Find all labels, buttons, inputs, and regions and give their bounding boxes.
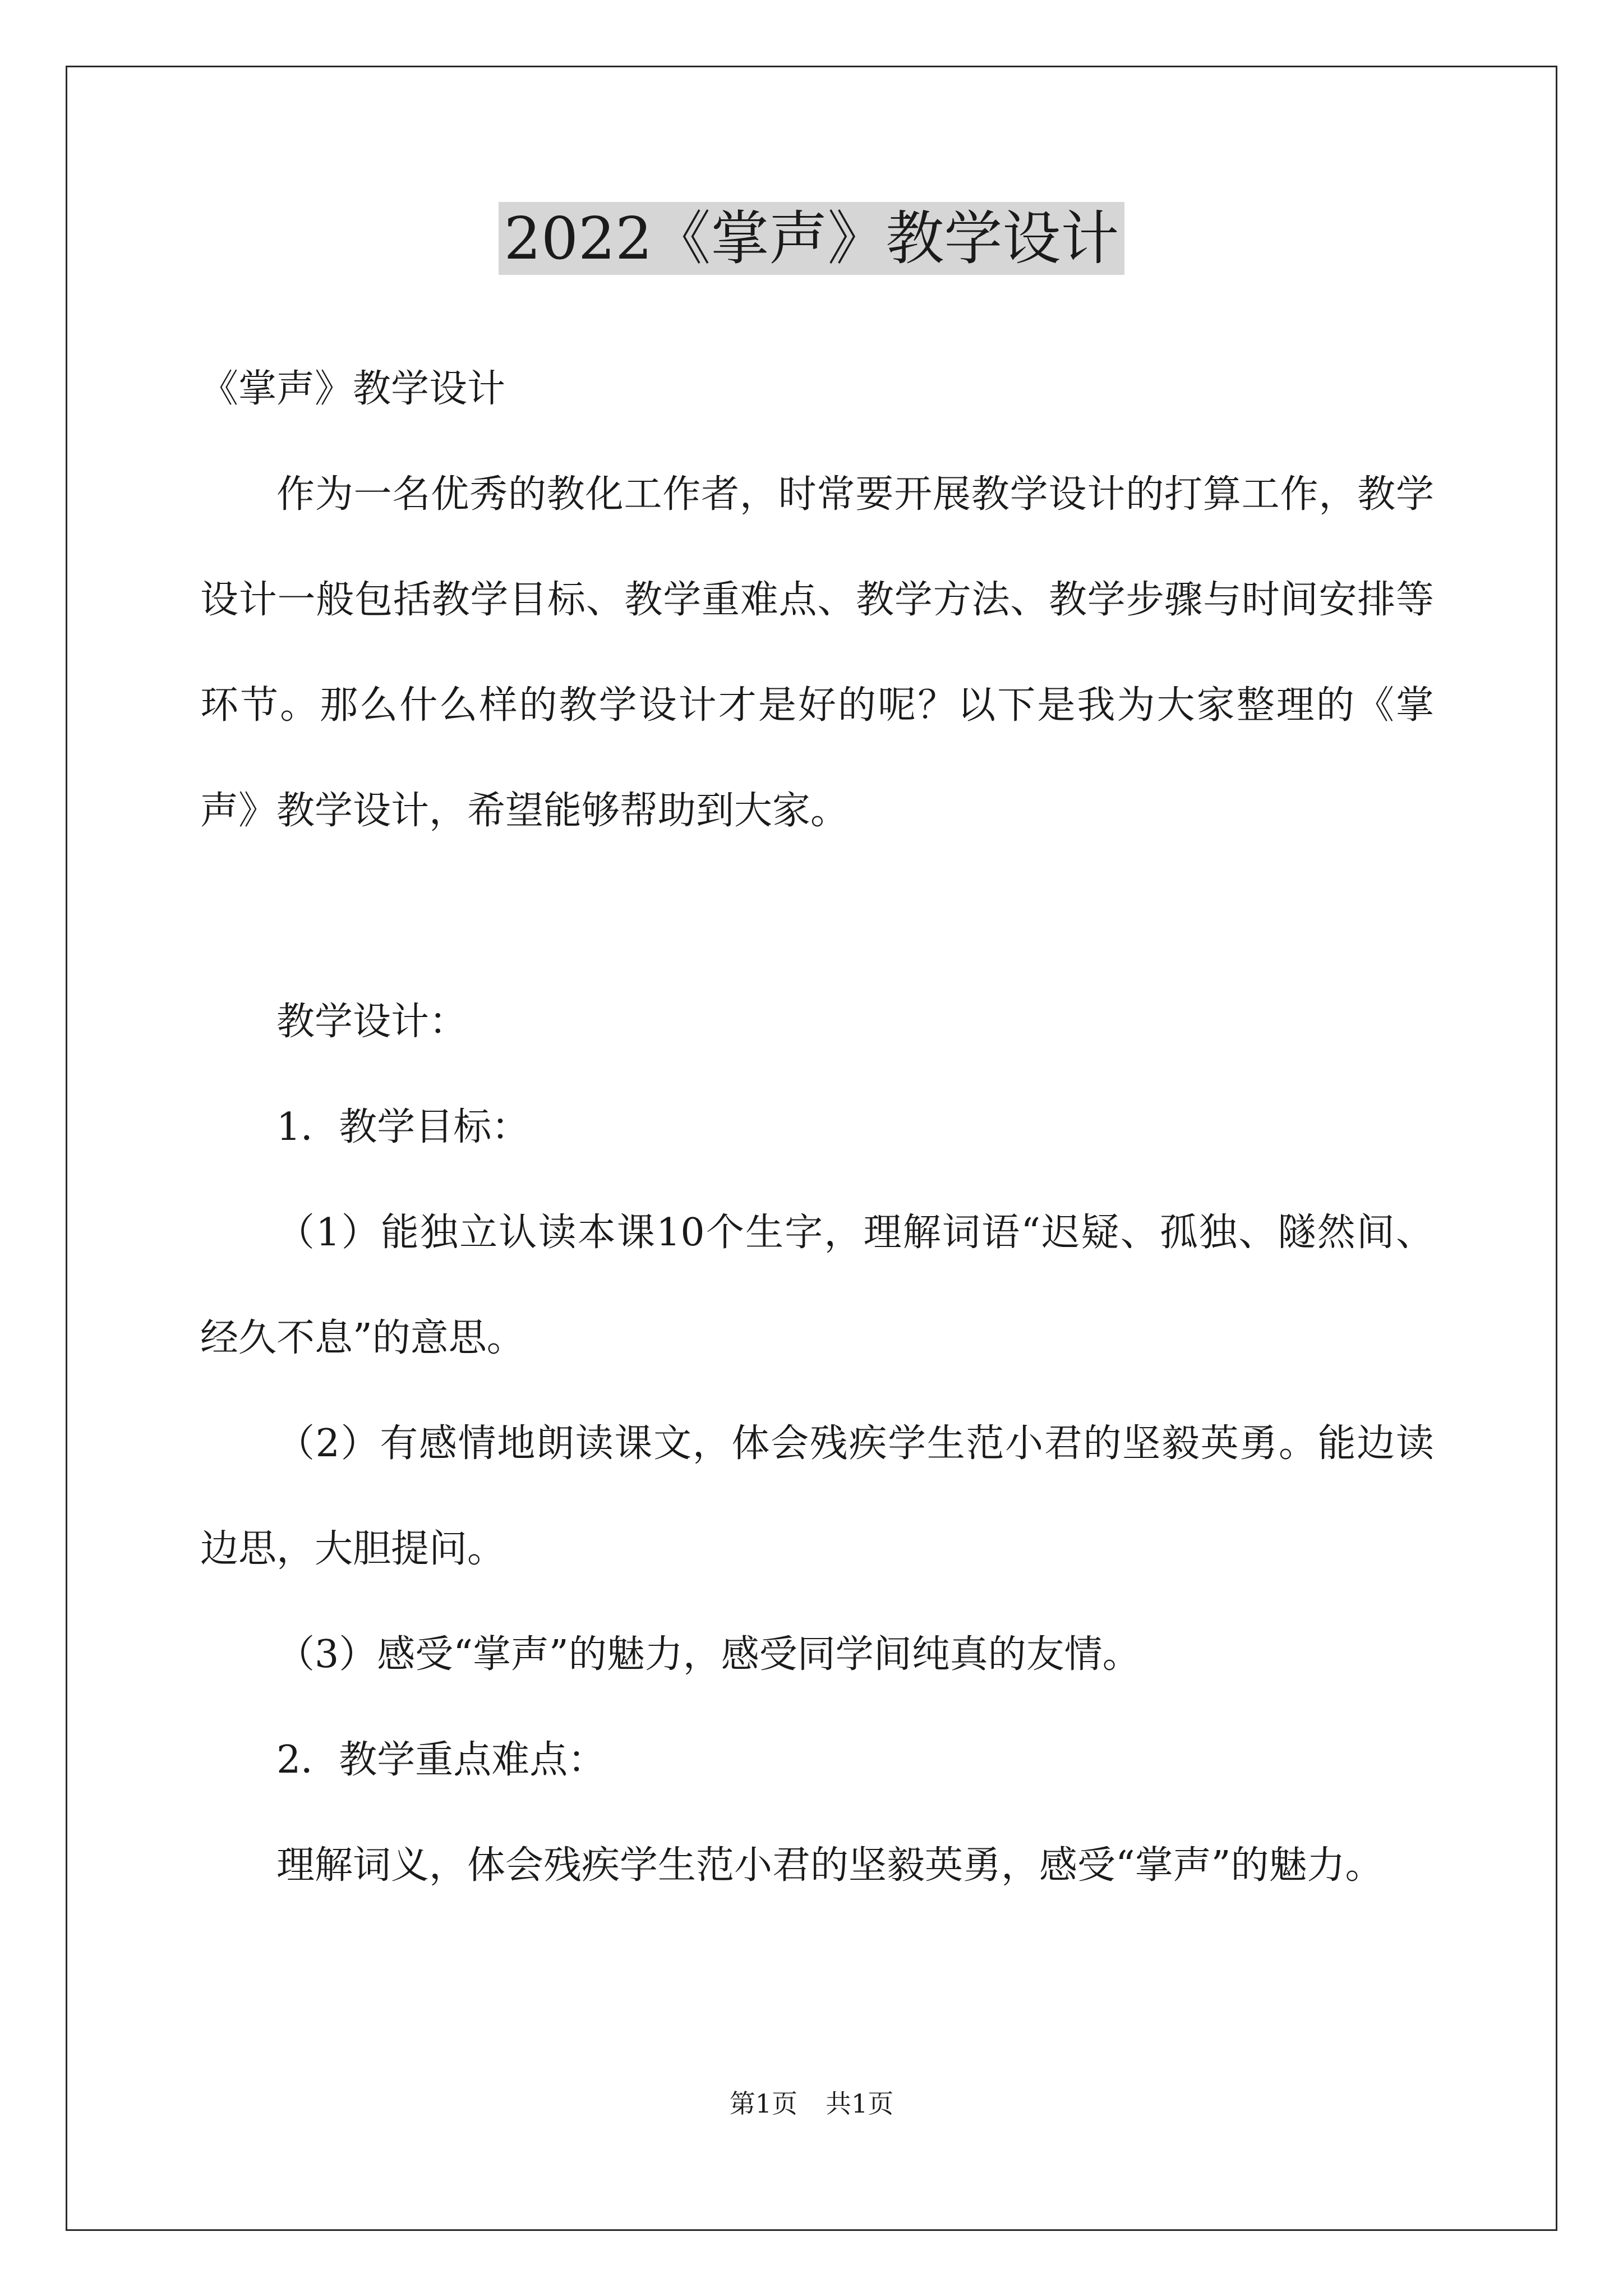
document-title (0, 202, 1623, 275)
page-number: 第1页 (729, 2088, 797, 2119)
page-footer (0, 2087, 1623, 2120)
goals-heading: 1．教学目标： (276, 1105, 530, 1149)
subtitle: 《掌声》教学设计 (200, 367, 506, 411)
goal-item-3: （3）感受“掌声”的魅力，感受同学间纯真的友情。 (276, 1632, 1141, 1677)
page-total: 共1页 (826, 2088, 894, 2119)
goal-item-2: （2）有感情地朗读课文，体会残疾学生范小君的坚毅英勇。能边读边思，大胆提问。 (200, 1421, 1434, 1571)
document-body (200, 337, 1434, 1918)
section-heading: 教学设计： (276, 1000, 468, 1044)
key-points-heading: 2．教学重点难点： (276, 1738, 606, 1782)
document-title-text: 2022《掌声》教学设计 (499, 202, 1125, 275)
goal-item-1: （1）能独立认读本课10个生字，理解词语“迟疑、孤独、隧然间、经久不息”的意思。 (200, 1211, 1434, 1360)
intro-paragraph: 作为一名优秀的教化工作者，时常要开展教学设计的打算工作，教学设计一般包括教学目标、教学重难点、教学方法、教学步骤与时间安排等环节。那么什么样的教学设计才是好的呢？以下是我为大家整理的《掌声》教学设计，希望能够帮助到大家。 (200, 472, 1434, 833)
key-points-paragraph: 理解词义，体会残疾学生范小君的坚毅英勇，感受“掌声”的魅力。 (276, 1843, 1384, 1888)
